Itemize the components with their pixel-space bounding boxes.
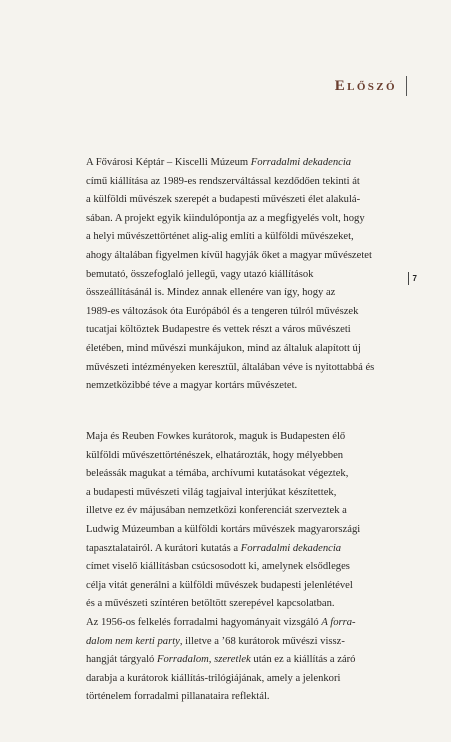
body-text: történelem forradalmi pillanataira reflektál.: [86, 691, 270, 703]
text-line: [86, 447, 408, 466]
body-text: a külföldi művészek szerepét a budapesti művészeti élet alakulá-: [86, 194, 361, 206]
text-line: [86, 228, 408, 247]
text-line: [86, 651, 408, 670]
text-line: [86, 577, 408, 596]
body-text: életében, mind művészi munkájukon, mind az általuk alapított új: [86, 342, 361, 354]
body-text: Az 1956-os felkelés forradalmi hagyományait vizsgáló: [86, 616, 322, 628]
text-line: [86, 191, 408, 210]
body-text: című kiállítása az 1989-es rendszerváltással kezdődően tekinti át: [86, 175, 360, 187]
body-text: Ludwig Múzeumban a külföldi kortárs művészek magyarországi: [86, 523, 361, 535]
text-line: [86, 595, 408, 614]
text-line: [86, 521, 408, 540]
text-line: [86, 247, 408, 266]
text-line: [86, 210, 408, 229]
text-line: [86, 284, 408, 303]
body-text: után ez a kiállítás a záró: [250, 654, 356, 666]
body-text: összeállításánál is. Mindez annak ellenére van így, hogy az: [86, 287, 336, 299]
body-text: ahogy általában figyelmen kívül hagyják őket a magyar művészetet: [86, 249, 372, 261]
text-line: [86, 502, 408, 521]
body-text: hangját tárgyaló: [86, 654, 157, 666]
body-text: 1989-es változások óta Európából és a tengeren túlról művészek: [86, 305, 359, 317]
text-line: [86, 154, 408, 173]
text-line: [86, 670, 408, 689]
text-line: [86, 321, 408, 340]
body-text: nemzetközibbé téve a magyar kortárs művészetet.: [86, 380, 298, 392]
text-line: [86, 614, 408, 633]
body-text: beleássák magukat a témába, archívumi kutatásokat végeztek,: [86, 468, 349, 480]
italic-title-text: Forradalom, szeretlek: [157, 654, 251, 666]
text-line: [86, 359, 408, 378]
body-text: és a művészeti színtéren betöltött szerepével kapcsolatban.: [86, 598, 335, 610]
chapter-title: Előszó: [334, 77, 397, 94]
body-text: , illetve a ’68 kurátorok művészi vissz-: [179, 635, 345, 647]
text-line: [86, 540, 408, 559]
body-text: illetve ez év májusában nemzetközi konferenciát szerveztek a: [86, 505, 347, 517]
body-text: tucatjai költöztek Budapestre és vettek részt a város művészeti: [86, 324, 351, 336]
body-text: a budapesti művészeti világ tagjaival interjúkat készítettek,: [86, 486, 337, 498]
body-text: célja vitát generálni a külföldi művészek budapesti jelenlétével: [86, 579, 353, 591]
paragraph-1: [86, 154, 408, 396]
body-text: külföldi művészettörténészek, elhatározták, hogy mélyebben: [86, 449, 344, 461]
title-divider: [406, 76, 407, 96]
page-number: 7: [412, 274, 417, 283]
text-line: [86, 688, 408, 707]
body-text: tapasztalatairól. A kurátori kutatás a: [86, 542, 241, 554]
text-line: [86, 465, 408, 484]
text-line: [86, 340, 408, 359]
chapter-header: [335, 76, 407, 96]
text-line: [86, 303, 408, 322]
text-line: [86, 173, 408, 192]
body-text: a helyi művészettörténet alig-alig említi a külföldi művészeket,: [86, 231, 354, 243]
text-line: [86, 266, 408, 285]
text-line: [86, 558, 408, 577]
text-line: [86, 484, 408, 503]
italic-title-text: A forra-: [321, 616, 356, 628]
body-text: művészeti intézményeken keresztül, általában véve is nyitottabbá és: [86, 361, 375, 373]
text-line: [86, 428, 408, 447]
text-line: [86, 377, 408, 396]
body-text: sában. A projekt egyik kiindulópontja az a megfigyelés volt, hogy: [86, 212, 365, 224]
text-line: [86, 633, 408, 652]
body-text: A Fővárosi Képtár – Kiscelli Múzeum: [86, 157, 251, 168]
body-text: Maja és Reuben Fowkes kurátorok, maguk is Budapesten élő: [86, 431, 346, 442]
page-marker: [408, 272, 417, 285]
paragraph-2: [86, 428, 408, 707]
italic-title-text: Forradalmi dekadencia: [250, 157, 352, 168]
body-text: címet viselő kiállításban csúcsosodott ki, amelynek elsődleges: [86, 561, 350, 573]
italic-title-text: Forradalmi dekadencia: [240, 542, 342, 554]
body-text: bemutató, összefoglaló jellegű, vagy utazó kiállítások: [86, 268, 314, 280]
body-text: darabja a kurátorok kiállítás-trilógiájának, amely a jelenkori: [86, 672, 341, 684]
italic-title-text: dalom nem kerti party: [86, 635, 180, 647]
